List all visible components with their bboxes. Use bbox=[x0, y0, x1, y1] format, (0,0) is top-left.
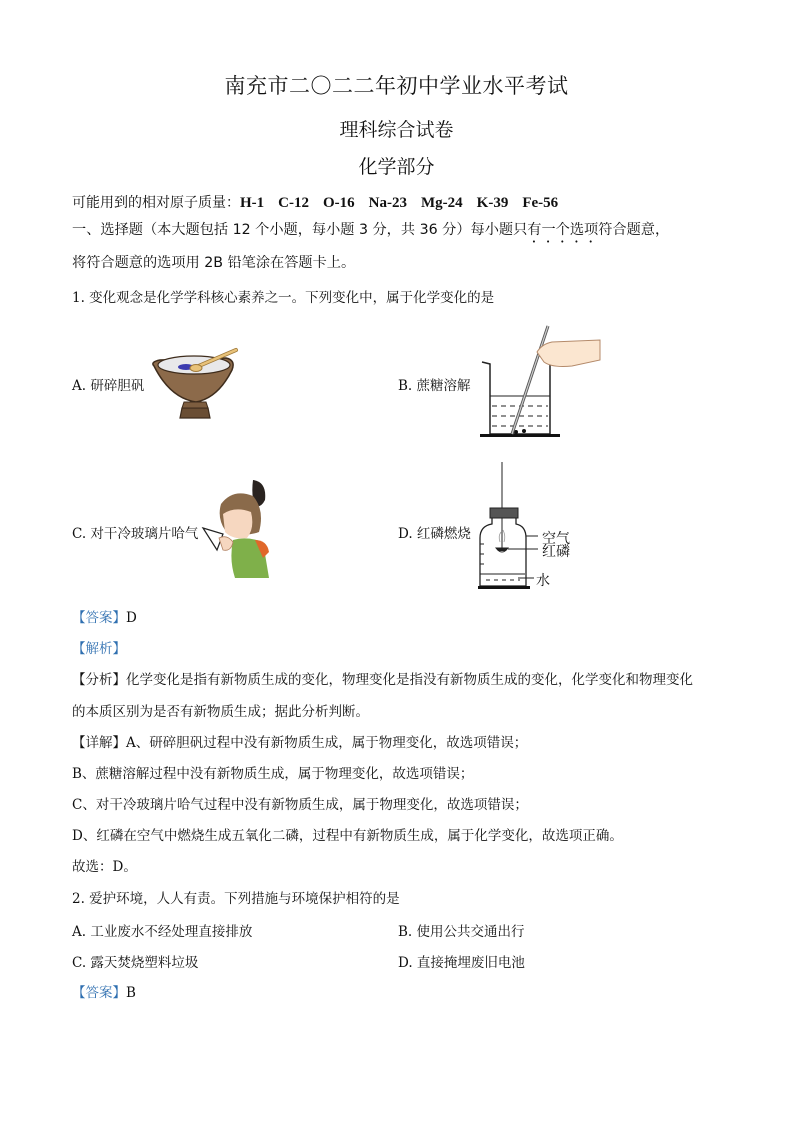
q2-option-c: C. 露天焚烧塑料垃圾 bbox=[72, 955, 199, 971]
answer-tag: 【答案】 bbox=[72, 985, 126, 1001]
mass-item: Fe-56 bbox=[522, 195, 559, 211]
q2-answer bbox=[72, 983, 136, 1003]
q1-fenxi-line2: 的本质区别为是否有新物质生成；据此分析判断。 bbox=[72, 704, 369, 720]
q1-detail-c: C、对干冷玻璃片哈气过程中没有新物质生成，属于物理变化，故选项错误； bbox=[72, 797, 528, 813]
mass-item: O-16 bbox=[323, 195, 355, 211]
q2-option-a: A. 工业废水不经处理直接排放 bbox=[72, 924, 253, 940]
q1-analysis-tag: 【解析】 bbox=[72, 641, 126, 657]
q1-option-a: A. 研碎胆矾 bbox=[72, 378, 145, 394]
answer-tag: 【答案】 bbox=[72, 610, 126, 626]
question-1-stem: 1. 变化观念是化学学科核心素养之一。下列变化中，属于化学变化的是 bbox=[72, 290, 495, 306]
mass-item: K-39 bbox=[476, 195, 509, 211]
mortar-and-pestle-image bbox=[148, 348, 243, 428]
heading-text: 一、选择题（本大题包括 12 个小题，每小题 3 分，共 36 分）每小题只 bbox=[72, 222, 528, 238]
exam-subtitle: 理科综合试卷 bbox=[339, 119, 454, 141]
q1-fenxi-line1 bbox=[72, 670, 693, 690]
mass-item: Na-23 bbox=[368, 195, 407, 211]
exam-title: 南充市二〇二二年初中学业水平考试 bbox=[224, 74, 569, 98]
part-one-heading bbox=[72, 220, 669, 246]
q1-option-b: B. 蔗糖溶解 bbox=[398, 378, 471, 394]
atomic-masses-label: 可能用到的相对原子质量： bbox=[72, 195, 240, 211]
answer-value: D bbox=[126, 610, 137, 626]
heading-text: 符合题意， bbox=[598, 222, 670, 238]
section-title: 化学部分 bbox=[358, 156, 435, 178]
q2-option-d: D. 直接掩埋废旧电池 bbox=[398, 955, 525, 971]
atomic-masses-line bbox=[72, 193, 572, 213]
q1-xiangjie-line bbox=[72, 733, 527, 753]
mass-item: C-12 bbox=[278, 195, 309, 211]
q2-option-b: B. 使用公共交通出行 bbox=[398, 924, 525, 940]
q1-detail-d: D、红磷在空气中燃烧生成五氧化二磷，过程中有新物质生成，属于化学变化，故选项正确。 bbox=[72, 828, 623, 844]
part-one-heading-line2: 将符合题意的选项用 2B 铅笔涂在答题卡上。 bbox=[72, 255, 356, 271]
girl-breathing-on-glass-image bbox=[203, 478, 273, 582]
question-2-stem: 2. 爱护环境，人人有责。下列措施与环境保护相符的是 bbox=[72, 891, 400, 907]
q1-conclusion: 故选：D。 bbox=[72, 859, 137, 875]
heading-emphasis: 有一个选项 bbox=[527, 222, 599, 238]
q1-detail-b: B、蔗糖溶解过程中没有新物质生成，属于物理变化，故选项错误； bbox=[72, 766, 474, 782]
q1-answer bbox=[72, 608, 137, 628]
diagram-label-air: 空气 bbox=[542, 531, 570, 547]
xiangjie-tag: 【详解】 bbox=[72, 735, 126, 751]
answer-value: B bbox=[126, 985, 136, 1001]
fenxi-tag: 【分析】 bbox=[72, 672, 126, 688]
diagram-label-phosphorus: 红磷 bbox=[542, 544, 570, 560]
beaker-stirring-image bbox=[482, 322, 602, 444]
q1-option-d: D. 红磷燃烧 bbox=[398, 526, 471, 542]
mass-item: Mg-24 bbox=[421, 195, 463, 211]
q1-option-c: C. 对干冷玻璃片哈气 bbox=[72, 526, 199, 542]
xiangjie-text: A、研碎胆矾过程中没有新物质生成，属于物理变化，故选项错误； bbox=[126, 735, 528, 751]
fenxi-text: 化学变化是指有新物质生成的变化，物理变化是指没有新物质生成的变化，化学变化和物理变化 bbox=[126, 672, 693, 688]
mass-item: H-1 bbox=[240, 195, 265, 211]
diagram-label-water: 水 bbox=[536, 573, 550, 589]
